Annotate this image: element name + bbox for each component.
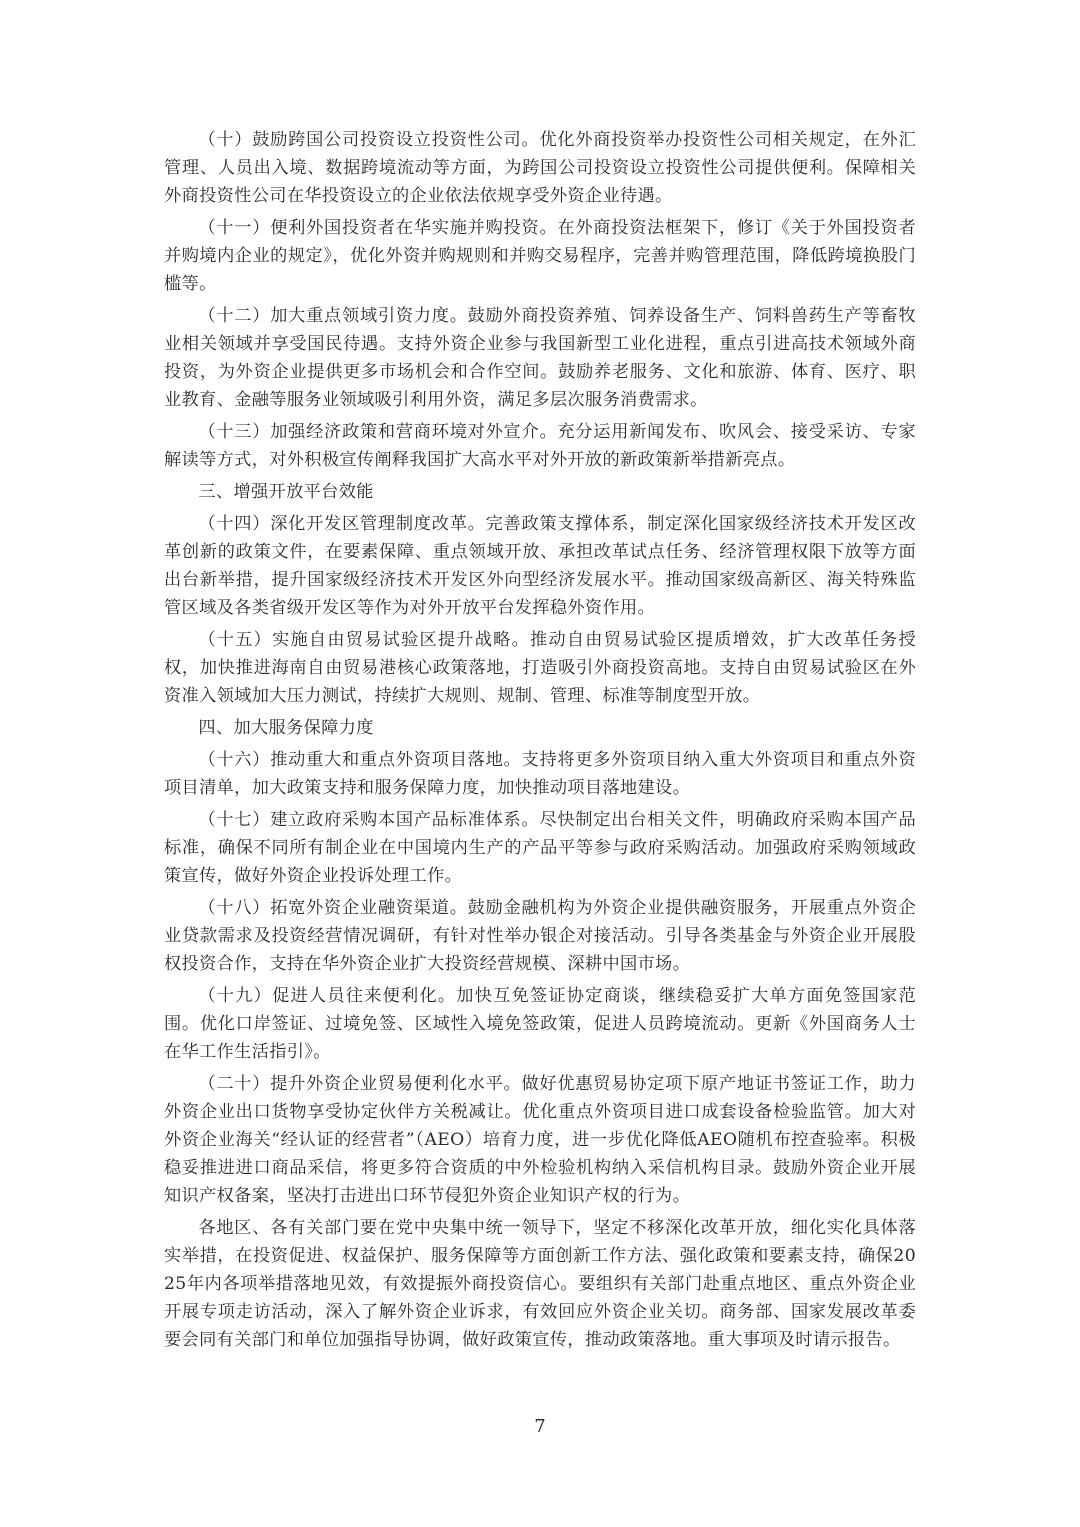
paragraph-14-development-zones: （十四）深化开发区管理制度改革。完善政策支撑体系，制定深化国家级经济技术开发区改革创新的政策文件，在要素保障、重点领域开放、承担改革试点任务、经济管理权限下放等方面出台新举措，提升国家级经济技术开发区外向型经济发展水平。推动国家级高新区、海关特殊监管区域及各类省级开发区等作为对外开放平台发挥稳外资作用。 — [164, 514, 916, 618]
paragraph-11-mergers-acquisitions: （十一）便利外国投资者在华实施并购投资。在外商投资法框架下，修订《关于外国投资者并购境内企业的规定》，优化外资并购规则和并购交易程序，完善并购管理范围，降低跨境换股门槛等。 — [164, 218, 916, 294]
paragraph-closing-requirements: 各地区、各有关部门要在党中央集中统一领导下，坚定不移深化改革开放，细化实化具体落实举措，在投资促进、权益保护、服务保障等方面创新工作方法、强化政策和要素支持，确保2025年内各项举措落地见效，有效提振外商投资信心。要组织有关部门赴重点地区、重点外资企业开展专项走访活动，深入了解外资企业诉求，有效回应外资企业关切。商务部、国家发展改革委要会同有关部门和单位加强指导协调，做好政策宣传，推动政策落地。重大事项及时请示报告。 — [164, 1218, 916, 1350]
paragraph-15-free-trade-zones: （十五）实施自由贸易试验区提升战略。推动自由贸易试验区提质增效，扩大改革任务授权，加快推进海南自由贸易港核心政策落地，打造吸引外商投资高地。支持自由贸易试验区在外资准入领域加大压力测试，持续扩大规则、规制、管理、标准等制度型开放。 — [164, 630, 916, 706]
paragraph-10-investment-companies: （十）鼓励跨国公司投资设立投资性公司。优化外商投资举办投资性公司相关规定，在外汇管理、人员出入境、数据跨境流动等方面，为跨国公司投资设立投资性公司提供便利。保障相关外商投资性公司在华投资设立的企业依法依规享受外资企业待遇。 — [164, 130, 916, 206]
page-number: 7 — [534, 1416, 546, 1437]
paragraph-18-financing-channels: （十八）拓宽外资企业融资渠道。鼓励金融机构为外资企业提供融资服务，开展重点外资企业贷款需求及投资经营情况调研，有针对性举办银企对接活动。引导各类基金与外资企业开展股权投资合作，支持在华外资企业扩大投资经营规模、深耕中国市场。 — [164, 898, 916, 974]
paragraph-12-key-fields: （十二）加大重点领域引资力度。鼓励外商投资养殖、饲养设备生产、饲料兽药生产等畜牧业相关领域并享受国民待遇。支持外资企业参与我国新型工业化进程，重点引进高技术领域外商投资，为外资企业提供更多市场机会和合作空间。鼓励养老服务、文化和旅游、体育、医疗、职业教育、金融等服务业领域吸引利用外资，满足多层次服务消费需求。 — [164, 306, 916, 410]
paragraph-20-trade-facilitation: （二十）提升外资企业贸易便利化水平。做好优惠贸易协定项下原产地证书签证工作，助力外资企业出口货物享受协定伙伴方关税减让。优化重点外资项目进口成套设备检验监管。加大对外资企业海关“经认证的经营者”（AEO）培育力度，进一步优化降低AEO随机布控查验率。积极稳妥推进进口商品采信，将更多符合资质的中外检验机构纳入采信机构目录。鼓励外资企业开展知识产权备案，坚决打击进出口环节侵犯外资企业知识产权的行为。 — [164, 1074, 916, 1206]
section-heading-3: 三、增强开放平台效能 — [198, 482, 374, 502]
paragraph-17-government-procurement: （十七）建立政府采购本国产品标准体系。尽快制定出台相关文件，明确政府采购本国产品标准，确保不同所有制企业在中国境内生产的产品平等参与政府采购活动。加强政府采购领域政策宣传，做好外资企业投诉处理工作。 — [164, 810, 916, 886]
paragraph-16-major-projects: （十六）推动重大和重点外资项目落地。支持将更多外资项目纳入重大外资项目和重点外资项目清单，加大政策支持和服务保障力度，加快推动项目落地建设。 — [164, 750, 916, 798]
paragraph-19-personnel-exchange: （十九）促进人员往来便利化。加快互免签证协定商谈，继续稳妥扩大单方面免签国家范围。优化口岸签证、过境免签、区域性入境免签政策，促进人员跨境流动。更新《外国商务人士在华工作生活指引》。 — [164, 986, 916, 1062]
section-heading-4: 四、加大服务保障力度 — [198, 718, 374, 738]
paragraph-13-policy-promotion: （十三）加强经济政策和营商环境对外宣介。充分运用新闻发布、吹风会、接受采访、专家解读等方式，对外积极宣传阐释我国扩大高水平对外开放的新政策新举措新亮点。 — [164, 422, 916, 470]
